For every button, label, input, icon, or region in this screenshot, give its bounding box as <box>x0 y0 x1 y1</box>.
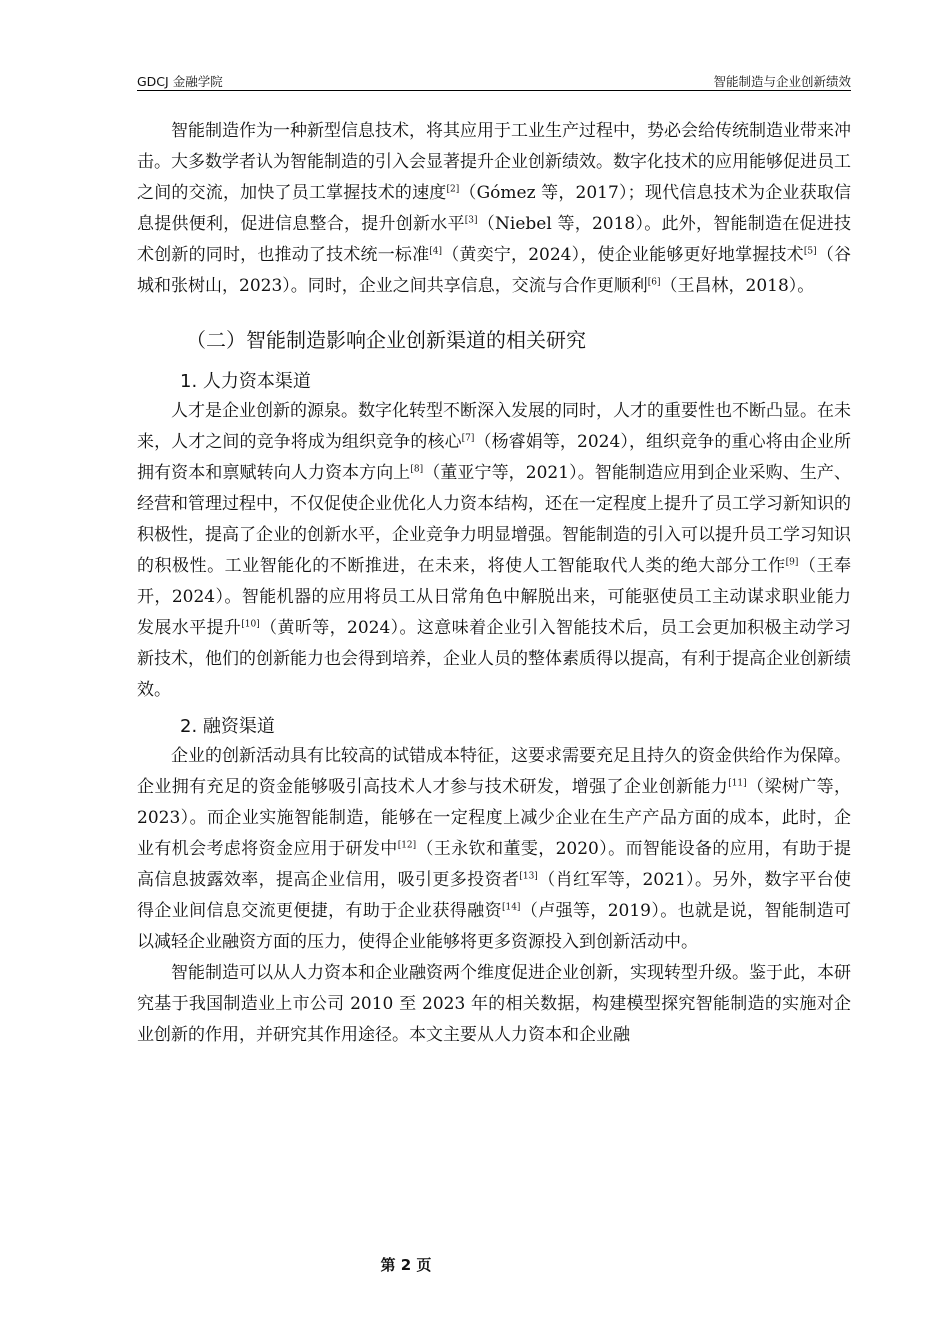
header-title: 智能制造与企业创新绩效 <box>713 74 851 89</box>
citation: [3] <box>464 215 478 226</box>
citation: [4] <box>429 246 443 257</box>
citation: [8] <box>410 464 424 475</box>
citation: [11] <box>728 777 747 788</box>
intro-paragraph: 智能制造作为一种新型信息技术，将其应用于工业生产过程中，势必会给传统制造业带来冲击。大多数学者认为智能制造的引入会显著提升企业创新绩效。数字化技术的应用能够促进员工之间的交流，加快了员工掌握技术的速度[2]（Gómez 等，2017）；现代信息技术为企业获取信息提供便利，促进信息整合，提升创新水平[3]（Niebel 等，2018）。此外，智能制造在促进技术创新的同时，也推动了技术统一标准[4]（黄奕宁，2024），使企业能够更好地掌握技术[5]（谷城和张树山，2023）。同时，企业之间共享信息，交流与合作更顺利[6]（王昌林，2018）。 <box>137 121 852 297</box>
running-header <box>137 72 851 91</box>
citation: [13] <box>519 871 538 882</box>
citation: [14] <box>501 902 521 913</box>
closing-paragraph: 智能制造可以从人力资本和企业融资两个维度促进企业创新，实现转型升级。鉴于此，本研究基于我国制造业上市公司 2010 至 2023 年的相关数据，构建模型探究智能制造的实施对企业创新的作用，并研究其作用途径。本文主要从人力资本和企业融 <box>137 963 851 1046</box>
subsection-heading-financing: 2. 融资渠道 <box>180 715 275 737</box>
citation: [5] <box>803 246 817 257</box>
citation: [2] <box>446 184 460 195</box>
citation: [6] <box>647 277 661 288</box>
section-heading: （二）智能制造影响企业创新渠道的相关研究 <box>186 327 586 352</box>
human-capital-paragraph: 人才是企业创新的源泉。数字化转型不断深入发展的同时，人才的重要性也不断凸显。在未来，人才之间的竞争将成为组织竞争的核心[7]（杨睿娟等，2024），组织竞争的重心将由企业所拥有资本和禀赋转向人力资本方向上[8]（董亚宁等，2021）。智能制造应用到企业采购、生产、经营和管理过程中，不仅促使企业优化人力资本结构，还在一定程度上提升了员工学习新知识的积极性，提高了企业的创新水平，企业竞争力明显增强。智能制造的引入可以提升员工学习知识的积极性。工业智能化的不断推进，在未来，将使人工智能取代人类的绝大部分工作[9]（王奉开，2024）。智能机器的应用将员工从日常角色中解脱出来，可能驱使员工主动谋求职业能力发展水平提升[10]（黄昕等，2024）。这意味着企业引入智能技术后，员工会更加积极主动学习新技术，他们的创新能力也会得到培养，企业人员的整体素质得以提高，有利于提高企业创新绩效。 <box>137 400 852 701</box>
subsection-heading-human-capital: 1. 人力资本渠道 <box>180 370 311 392</box>
citation: [12] <box>397 840 417 851</box>
body-text <box>137 116 851 1051</box>
financing-paragraph: 企业的创新活动具有比较高的试错成本特征，这要求需要充足且持久的资金供给作为保障。企业拥有充足的资金能够吸引高技术人才参与技术研发，增强了企业创新能力[11]（梁树广等，2023）。而企业实施智能制造，能够在一定程度上减少企业在生产产品方面的成本，此时，企业有机会考虑将资金应用于研发中[12]（王永钦和董雯，2020）。而智能设备的应用，有助于提高信息披露效率，提高企业信用，吸引更多投资者[13]（肖红军等，2021）。另外，数字平台使得企业间信息交流更便捷，有助于企业获得融资[14]（卢强等，2019）。也就是说，智能制造可以减轻企业融资方面的压力，使得企业能够将更多资源投入到创新活动中。 <box>137 745 852 953</box>
header-institution: GDCJ 金融学院 <box>137 74 223 89</box>
citation: [7] <box>461 433 475 443</box>
page-number: 第 2 页 <box>380 1256 432 1274</box>
citation: [10] <box>241 619 260 630</box>
citation: [9] <box>785 557 799 568</box>
